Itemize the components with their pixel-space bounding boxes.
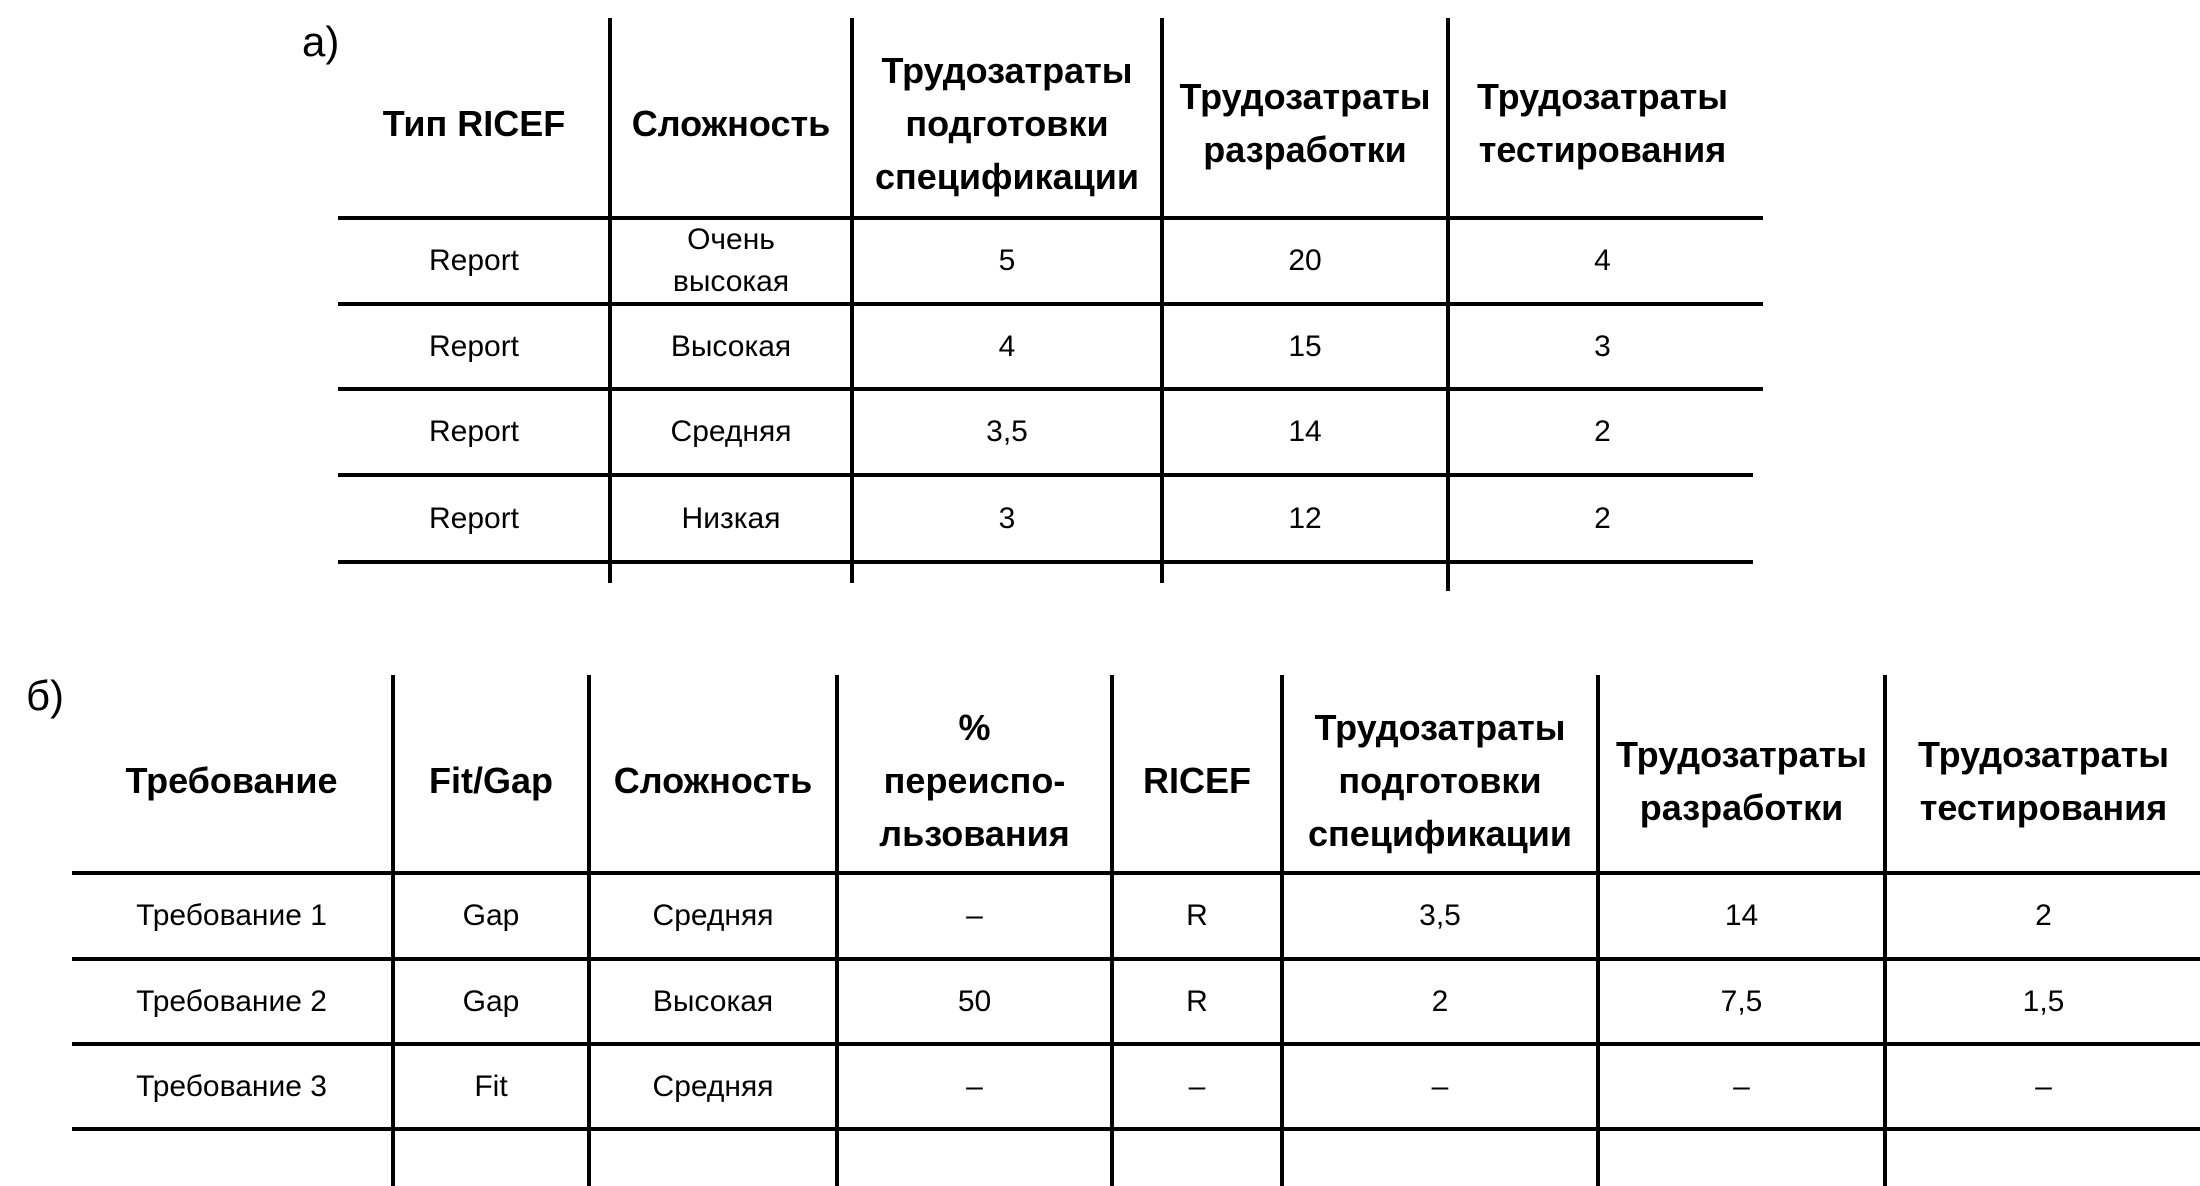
table-b-cell: – (2035, 1069, 2052, 1103)
table-b-label: б) (26, 672, 65, 719)
table-b-cell: – (1733, 1069, 1750, 1103)
table-b-cell: – (1431, 1069, 1449, 1103)
table-a-header-cell: Трудозатраты разработки (1179, 76, 1431, 170)
table-b-cell: 3,5 (1419, 899, 1461, 932)
table-a-cell: 2 (1594, 501, 1611, 535)
table-a-cell: Очень высокая (672, 223, 790, 298)
table-a-cell: Report (428, 329, 520, 363)
table-b-cell: Gap (462, 899, 520, 932)
table-b-cell: Средняя (652, 1069, 774, 1103)
table-b-header-cell: Трудозатраты разработки (1615, 733, 1868, 828)
table-a-cell: 12 (1288, 501, 1322, 535)
table-a-bottom-rule (338, 560, 1753, 564)
table-a-header-cell: Тип RICEF (382, 102, 566, 144)
table-b-cell: – (966, 899, 983, 932)
table-a-cell: 3,5 (986, 415, 1028, 448)
table-a-cell: Высокая (670, 329, 792, 363)
table-a-cell: Report (428, 415, 520, 448)
table-a-cell: Низкая (681, 501, 781, 535)
table-b-cell: 50 (957, 984, 992, 1018)
table-b-cell: – (966, 1069, 983, 1103)
table-a-label: а) (302, 18, 340, 65)
table-a-header-cell: Трудозатраты подготовки спецификации (874, 49, 1140, 197)
table-a-cell: 20 (1288, 244, 1322, 277)
table-a-cell: 2 (1594, 415, 1611, 448)
table-b-cell: Требование 3 (136, 1069, 327, 1103)
table-a-cell: Средняя (670, 415, 792, 448)
table-b-cell: Средняя (652, 899, 774, 932)
table-a-cell: 3 (998, 501, 1016, 535)
table-b-header-cell: Сложность (613, 760, 813, 801)
table-a-header-cell: Трудозатраты тестирования (1476, 76, 1729, 170)
table-b-cell: – (1188, 1069, 1206, 1103)
table-a-cell: 4 (1594, 244, 1611, 277)
table-a-cell: 15 (1288, 329, 1322, 363)
table-a-cell: 14 (1288, 415, 1322, 448)
table-b-cell: Gap (462, 984, 520, 1018)
table-b-cell: R (1186, 984, 1208, 1018)
table-b-cell: Fit (474, 1069, 508, 1103)
table-b-cell: 1,5 (2022, 984, 2065, 1018)
table-b-cell: R (1186, 899, 1208, 932)
table-b-header-cell: Fit/Gap (429, 760, 553, 801)
table-b-header-cell: Трудозатраты тестирования (1917, 733, 2170, 828)
table-b-header-cell: % переиспо-льзования (879, 707, 1070, 854)
table-a-cell: 4 (998, 329, 1016, 363)
table-b-header-cell: Требование (125, 760, 338, 801)
table-b-cell: 2 (2035, 899, 2052, 932)
table-a-cell: Report (428, 244, 520, 277)
table-b-header-cell: Трудозатраты подготовки спецификации (1307, 707, 1573, 854)
table-b-cell: Высокая (652, 984, 774, 1018)
table-b-cell: Требование 2 (136, 984, 327, 1018)
table-a-cell: 5 (998, 244, 1016, 277)
table-b-cell: 2 (1431, 984, 1449, 1018)
table-b-cell: 7,5 (1720, 984, 1763, 1018)
table-b-header-cell: RICEF (1143, 760, 1251, 801)
table-a-cell: 3 (1594, 329, 1611, 363)
table-b-cell: 14 (1724, 899, 1759, 932)
table-a-header-cell: Сложность (631, 102, 831, 144)
table-a-cell: Report (428, 501, 520, 535)
table-b-cell: Требование 1 (136, 899, 327, 932)
